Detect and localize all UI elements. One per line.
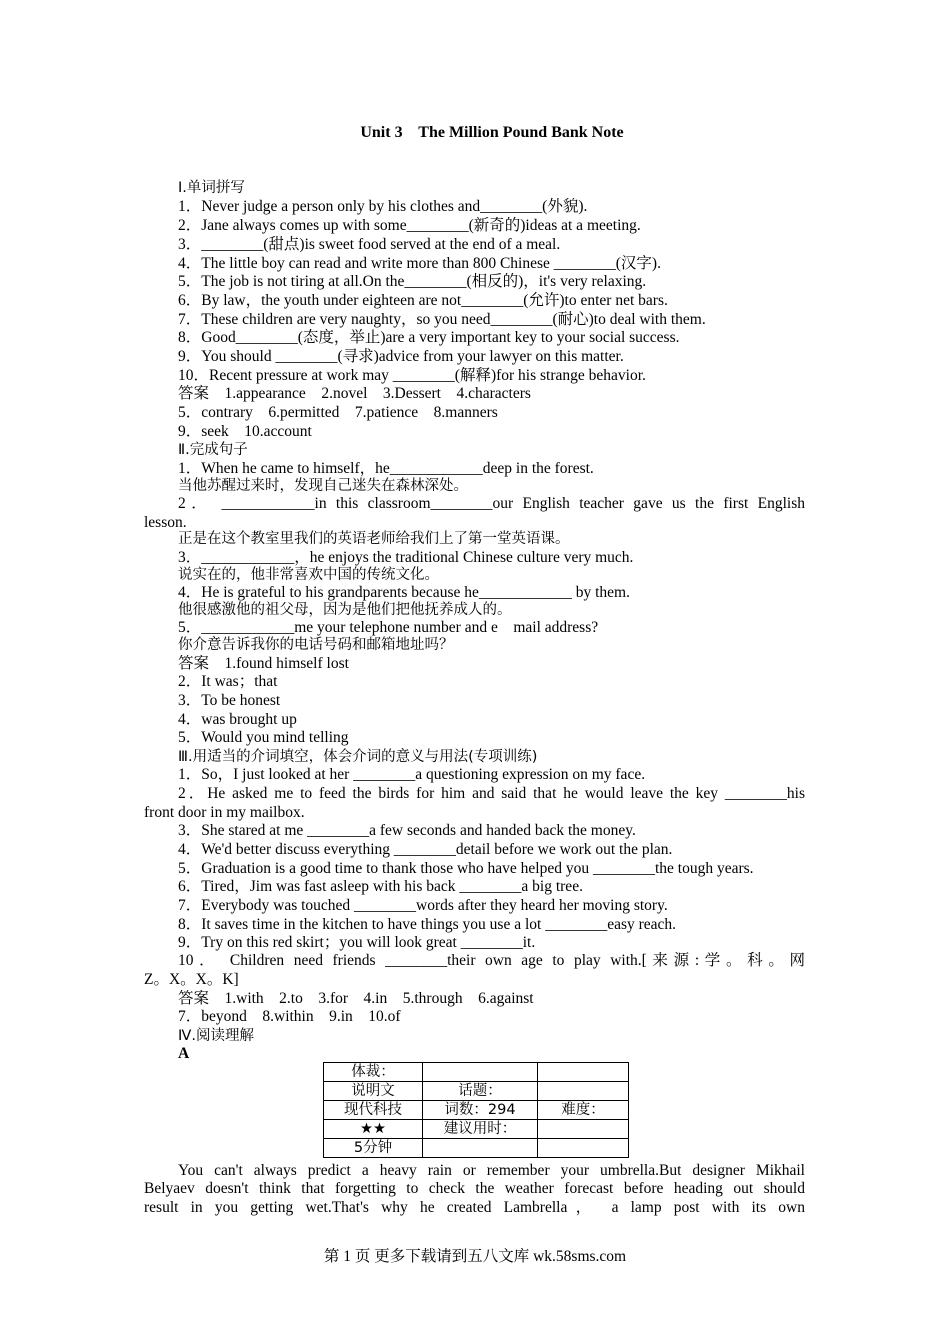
exercise-item: 7．These children are very naughty，so you need________(耐心)to deal with them.	[178, 311, 706, 328]
exercise-item: 9．Try on this red skirt；you will look great ________it.	[178, 934, 536, 951]
passage-info-table	[323, 1062, 629, 1158]
section-heading-3: Ⅲ.用适当的介词填空，体会介词的意义与用法(专项训练)	[178, 749, 538, 765]
translation-line: 当他苏醒过来时，发现自己迷失在森林深处。	[178, 478, 468, 494]
exercise-item: 1．When he came to himself，he____________deep in the forest.	[178, 460, 594, 477]
passage-label: A	[178, 1045, 190, 1062]
table-cell: 体裁：	[324, 1063, 423, 1082]
exercise-item: 2．Jane always comes up with some________(新奇的)ideas at a meeting.	[178, 217, 641, 234]
table-cell: 现代科技	[324, 1101, 423, 1120]
table-cell: 5分钟	[324, 1139, 423, 1158]
exercise-item: 4．He is grateful to his grandparents because he____________ by them.	[178, 584, 630, 601]
exercise-item: 2． ____________in this classroom________our English teacher gave us the first English	[178, 495, 805, 512]
table-cell: 话题：	[423, 1082, 538, 1101]
exercise-item: 5．The job is not tiring at all.On the________(相反的)，it's very relaxing.	[178, 273, 647, 290]
exercise-item: 6．By law，the youth under eighteen are not________(允许)to enter net bars.	[178, 292, 668, 309]
answer-line: 4．was brought up	[178, 711, 297, 728]
answer-line: 7．beyond 8.within 9.in 10.of	[178, 1008, 401, 1025]
exercise-item: 8．Good________(态度，举止)are a very important key to your social success.	[178, 329, 680, 346]
exercise-item: 7．Everybody was touched ________words after they heard her moving story.	[178, 897, 668, 914]
table-cell: 说明文	[324, 1082, 423, 1101]
section-heading-4: Ⅳ.阅读理解	[178, 1028, 254, 1044]
table-cell: 难度：	[538, 1101, 629, 1120]
passage-line: You can't always predict a heavy rain or remember your umbrella.But designer Mikhail	[178, 1162, 805, 1179]
passage-line: result in you getting wet.That's why he created Lambrella， a lamp post with its own	[144, 1199, 805, 1216]
page-footer: 第 1 页 更多下载请到五八文库 wk.58sms.com	[323, 1248, 627, 1265]
exercise-item: 3．____________，he enjoys the traditional Chinese culture very much.	[178, 549, 634, 566]
page-title: Unit 3 The Million Pound Bank Note	[360, 124, 624, 141]
exercise-item: 2．He asked me to feed the birds for him and said that he would leave the key ________his	[178, 785, 805, 802]
answer-line: 5．contrary 6.permitted 7.patience 8.manners	[178, 404, 498, 421]
passage-line: Belyaev doesn't think that forgetting to check the weather forecast before heading out should	[144, 1180, 805, 1197]
table-cell	[423, 1063, 538, 1082]
table-cell: 建议用时：	[423, 1120, 538, 1139]
answer-line: 5．Would you mind telling	[178, 729, 349, 746]
translation-line: 你介意告诉我你的电话号码和邮箱地址吗？	[178, 637, 454, 653]
table-cell	[423, 1139, 538, 1158]
exercise-item: 10．Recent pressure at work may ________(解释)for his strange behavior.	[178, 367, 646, 384]
exercise-item: 5．Graduation is a good time to thank those who have helped you ________the tough years.	[178, 860, 754, 877]
exercise-item: 1．Never judge a person only by his clothes and________(外貌).	[178, 198, 588, 215]
translation-line: 正是在这个教室里我们的英语老师给我们上了第一堂英语课。	[178, 531, 570, 547]
translation-line: 说实在的，他非常喜欢中国的传统文化。	[178, 567, 439, 583]
exercise-item: 6．Tired，Jim was fast asleep with his back ________a big tree.	[178, 878, 583, 895]
exercise-item: 3．She stared at me ________a few seconds and handed back the money.	[178, 822, 636, 839]
exercise-item-continued: front door in my mailbox.	[144, 804, 305, 821]
table-cell	[538, 1139, 629, 1158]
translation-line: 他很感激他的祖父母，因为是他们把他抚养成人的。	[178, 602, 512, 618]
exercise-item: 5．____________me your telephone number and e mail address?	[178, 619, 599, 636]
table-cell	[538, 1063, 629, 1082]
exercise-item: 4．The little boy can read and write more than 800 Chinese ________(汉字).	[178, 255, 661, 272]
answer-line: 3．To be honest	[178, 692, 281, 709]
answer-line: 答案 1.with 2.to 3.for 4.in 5.through 6.against	[178, 990, 534, 1007]
answer-line: 答案 1.found himself lost	[178, 655, 349, 672]
section-heading-1: Ⅰ.单词拼写	[178, 180, 245, 196]
exercise-item-continued: Z。X。X。K]	[144, 971, 239, 988]
section-heading-2: Ⅱ.完成句子	[178, 442, 248, 458]
table-cell: 词数：294	[423, 1101, 538, 1120]
answer-line: 2．It was；that	[178, 673, 278, 690]
exercise-item-continued: lesson.	[144, 514, 187, 531]
answer-line: 答案 1.appearance 2.novel 3.Dessert 4.characters	[178, 385, 531, 402]
exercise-item: 4．We'd better discuss everything ________detail before we work out the plan.	[178, 841, 673, 858]
table-cell	[538, 1082, 629, 1101]
exercise-item: 8．It saves time in the kitchen to have things you use a lot ________easy reach.	[178, 916, 677, 933]
exercise-item: 10． Children need friends ________their own age to play with.[来源:学。科。网	[178, 952, 805, 969]
exercise-item: 3．________(甜点)is sweet food served at the end of a meal.	[178, 236, 561, 253]
exercise-item: 1．So，I just looked at her ________a questioning expression on my face.	[178, 766, 646, 783]
exercise-item: 9．You should ________(寻求)advice from your lawyer on this matter.	[178, 348, 624, 365]
difficulty-stars: ★★	[324, 1120, 423, 1139]
table-cell	[538, 1120, 629, 1139]
answer-line: 9．seek 10.account	[178, 423, 312, 440]
